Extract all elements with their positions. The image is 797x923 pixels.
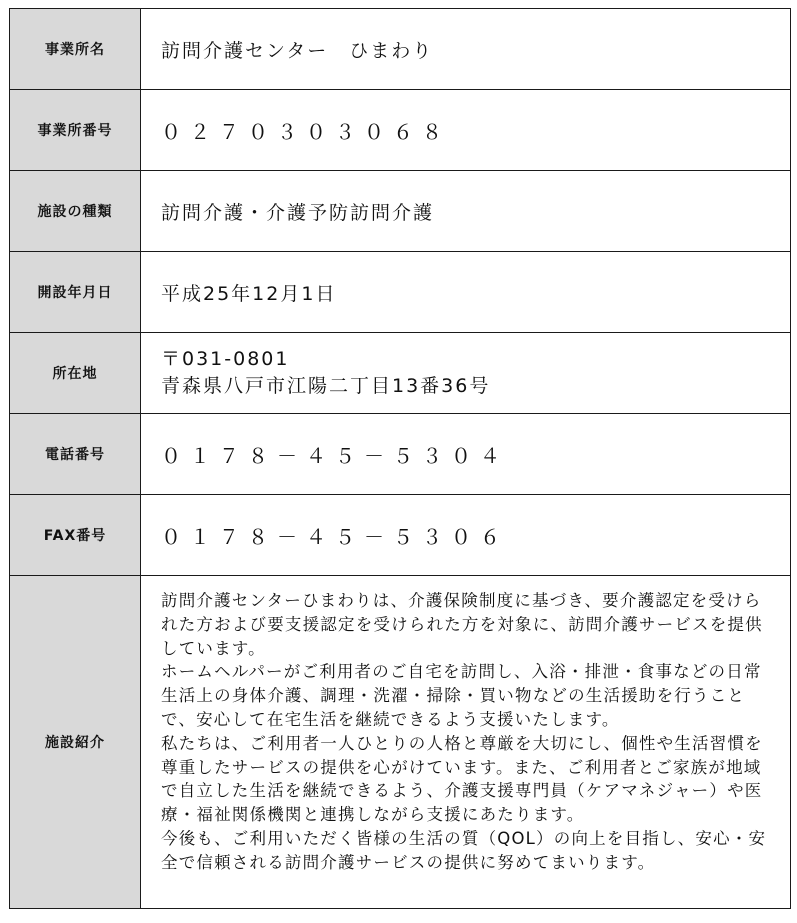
fax-value: ０１７８－４５－５３０６ [141, 495, 791, 576]
opening-date-value: 平成25年12月1日 [141, 252, 791, 333]
row-office-number [10, 90, 791, 171]
introduction-paragraph: 私たちは、ご利用者一人ひとりの人格と尊厳を大切にし、個性や生活習慣を尊重したサービスの提供を心がけています。また、ご利用者とご家族が地域で自立した生活を継続できるよう、介護支援専門員（ケアマネジャー）や医療・福祉関係機関と連携しながら支援にあたります。 [161, 733, 763, 825]
facility-type-label: 施設の種類 [10, 171, 141, 252]
row-office-name [10, 9, 791, 90]
office-name-label: 事業所名 [10, 9, 141, 90]
facility-info-table [9, 8, 791, 909]
row-fax [10, 495, 791, 576]
opening-date-label: 開設年月日 [10, 252, 141, 333]
phone-value: ０１７８－４５－５３０４ [141, 414, 791, 495]
row-address [10, 333, 791, 414]
phone-label: 電話番号 [10, 414, 141, 495]
street-address: 青森県八戸市江陽二丁目13番36号 [161, 375, 491, 397]
row-facility-type [10, 171, 791, 252]
postal-code: 〒031-0801 [161, 348, 290, 370]
address-label: 所在地 [10, 333, 141, 414]
fax-label: FAX番号 [10, 495, 141, 576]
introduction-text [141, 576, 791, 909]
office-number-label: 事業所番号 [10, 90, 141, 171]
facility-info-sheet [9, 8, 791, 909]
introduction-label: 施設紹介 [10, 576, 141, 909]
introduction-paragraph: 今後も、ご利用いただく皆様の生活の質（QOL）の向上を目指し、安心・安全で信頼される訪問介護サービスの提供に努めてまいります。 [161, 828, 767, 872]
office-name-value: 訪問介護センター ひまわり [141, 9, 791, 90]
facility-type-value: 訪問介護・介護予防訪問介護 [141, 171, 791, 252]
row-phone [10, 414, 791, 495]
introduction-paragraph: 訪問介護センターひまわりは、介護保険制度に基づき、要介護認定を受けられた方および要支援認定を受けられた方を対象に、訪問介護サービスを提供しています。 [161, 591, 763, 658]
address-value [141, 333, 791, 414]
introduction-paragraph: ホームヘルパーがご利用者のご自宅を訪問し、入浴・排泄・食事などの日常生活上の身体介護、調理・洗濯・掃除・買い物などの生活援助を行うことで、安心して在宅生活を継続できるよう支援いたします。 [161, 662, 762, 729]
row-opening-date [10, 252, 791, 333]
office-number-value: ０２７０３０３０６８ [141, 90, 791, 171]
row-introduction [10, 576, 791, 909]
